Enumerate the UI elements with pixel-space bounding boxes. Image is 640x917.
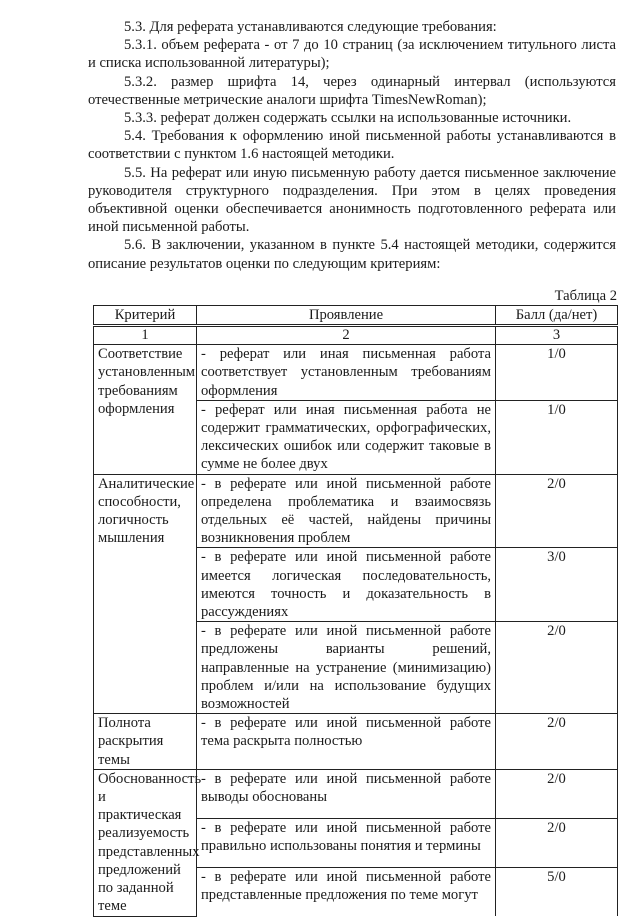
- header-manifestation: Проявление: [197, 306, 496, 326]
- criterion-cell: Аналитические способности, логичность мышления: [94, 474, 197, 714]
- manifestation-cell: - реферат или иная письменная работа не содержит грамматических, орфографических, лексических ошибок или содержит таковые в сумме не более двух: [197, 400, 496, 474]
- manifestation-cell: - в реферате или иной письменной работе выводы обоснованы: [197, 769, 496, 818]
- score-cell: 2/0: [496, 714, 618, 770]
- score-cell: 1/0: [496, 345, 618, 401]
- paragraph-5-4: 5.4. Требования к оформлению иной письменной работы устанавливаются в соответствии с пунктом 1.6 настоящей методики.: [88, 128, 616, 163]
- manifestation-cell: - в реферате или иной письменной работе определена проблематика и взаимосвязь отдельных её частей, найдены причины возникновения проблем: [197, 474, 496, 548]
- manifestation-cell: - в реферате или иной письменной работе представленные предложения по теме могут: [197, 868, 496, 916]
- manifestation-cell: - в реферате или иной письменной работе имеется логическая последовательность, имеются точность и доказательность в рассуждениях: [197, 548, 496, 622]
- column-number: 3: [496, 326, 618, 345]
- paragraph-5-3-1: 5.3.1. объем реферата - от 7 до 10 страниц (за исключением титульного листа и списка использованной литературы);: [88, 37, 616, 72]
- table-caption: Таблица 2: [554, 288, 617, 304]
- table-row: [94, 474, 618, 548]
- paragraph-5-5: 5.5. На реферат или иную письменную работу дается письменное заключение руководителя структурного подразделения. При этом в целях проведения объективной оценки обеспечивается анонимность подготовленного реферата или иной письменной работы.: [88, 164, 616, 236]
- paragraph-5-3-2: 5.3.2. размер шрифта 14, через одинарный интервал (используются отечественные метрические аналоги шрифта TimesNewRoman);: [88, 73, 616, 108]
- criterion-cell: Соответствие установленным требованиям оформления: [94, 345, 197, 474]
- paragraph-5-3: 5.3. Для реферата устанавливаются следующие требования:: [124, 19, 497, 35]
- criteria-table: [93, 305, 618, 917]
- criterion-cell: Полнота раскрытия темы: [94, 714, 197, 770]
- header-score: Балл (да/нет): [496, 306, 618, 326]
- paragraph-5-6: 5.6. В заключении, указанном в пункте 5.4 настоящей методики, содержится описание результатов оценки по следующим критериям:: [88, 237, 616, 272]
- document-body: [88, 0, 616, 273]
- manifestation-cell: - в реферате или иной письменной работе предложены варианты решений, направленные на устранение (минимизацию) проблем и/или на использование будущих возможностей: [197, 622, 496, 714]
- manifestation-cell: - в реферате или иной письменной работе правильно использованы понятия и термины: [197, 818, 496, 867]
- score-cell: 2/0: [496, 474, 618, 548]
- manifestation-cell: - реферат или иная письменная работа соответствует установленным требованиям оформления: [197, 345, 496, 401]
- header-criterion: Критерий: [94, 306, 197, 326]
- score-cell: 1/0: [496, 400, 618, 474]
- score-cell: 2/0: [496, 622, 618, 714]
- table-header-row: [94, 306, 618, 326]
- score-cell: 5/0: [496, 868, 618, 916]
- column-number: 1: [94, 326, 197, 345]
- score-cell: 2/0: [496, 769, 618, 818]
- criterion-cell: Обоснованность и практическая реализуемость представленных предложений по заданной теме: [94, 769, 197, 916]
- table-row: [94, 345, 618, 401]
- paragraph-5-3-3: 5.3.3. реферат должен содержать ссылки на использованные источники.: [124, 110, 572, 127]
- score-cell: 2/0: [496, 818, 618, 867]
- manifestation-cell: - в реферате или иной письменной работе тема раскрыта полностью: [197, 714, 496, 770]
- table-row: [94, 769, 618, 818]
- score-cell: 3/0: [496, 548, 618, 622]
- table-row: [94, 714, 618, 770]
- column-number-row: [94, 326, 618, 345]
- column-number: 2: [197, 326, 496, 345]
